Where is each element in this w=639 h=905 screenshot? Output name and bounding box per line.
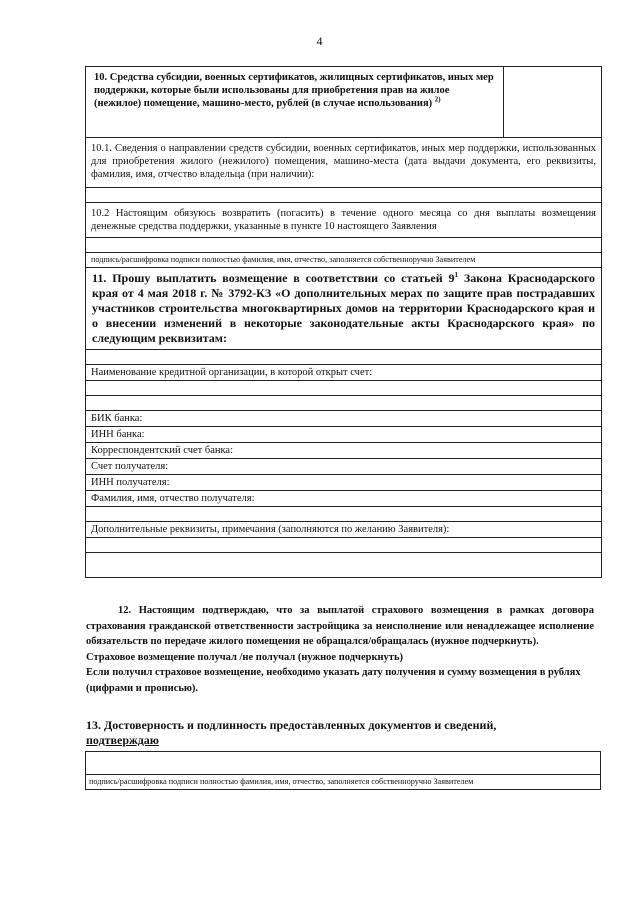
bank-name-input-row-1 — [86, 381, 602, 396]
bank-name-label: Наименование кредитной организации, в которой открыт счет: — [86, 365, 602, 381]
section-10-2-signature-row — [86, 238, 602, 253]
recipient-name-input[interactable] — [86, 507, 602, 522]
section-11-spacer-row — [86, 350, 602, 365]
section-12 — [86, 603, 594, 696]
section-13-signature-table — [85, 751, 601, 790]
section-13-signature-field[interactable] — [86, 752, 601, 775]
additional-input-row-2 — [86, 553, 602, 578]
additional-input-2[interactable] — [86, 553, 602, 578]
bank-name-input-1[interactable] — [86, 381, 602, 396]
section-13-signature-note-row — [86, 775, 601, 790]
corr-account-field[interactable]: Корреспондентский счет банка: — [86, 443, 602, 459]
recipient-account-row — [86, 459, 602, 475]
section-10-1-input[interactable] — [86, 188, 602, 203]
additional-row — [86, 522, 602, 538]
section-13 — [86, 718, 594, 748]
bank-name-row — [86, 365, 602, 381]
recipient-name-label: Фамилия, имя, отчество получателя: — [86, 491, 602, 507]
recipient-account-field[interactable]: Счет получателя: — [86, 459, 602, 475]
application-form-table — [85, 66, 602, 578]
section-10-signature-note: подпись/расшифровка подписи полностью фамилия, имя, отчество, заполняется собственноручно Заявителем — [86, 253, 602, 268]
inn-bank-field[interactable]: ИНН банка: — [86, 427, 602, 443]
recipient-inn-field[interactable]: ИНН получателя: — [86, 475, 602, 491]
section-13-title-line-1: 13. Достоверность и подлинность предоставленных документов и сведений, — [86, 718, 497, 732]
inn-bank-row — [86, 427, 602, 443]
section-12-lead: 12. Настоящим подтверждаю, что за выплатой страхового возмещения в рамках договора страхования гражданской ответственности застройщика за неисполнение или ненадлежащее исполнение обязательств по передаче жилого помещения не обращался/обращалась (нужное подчеркнуть). — [86, 605, 594, 647]
section-10-1-row — [86, 138, 602, 188]
recipient-inn-row — [86, 475, 602, 491]
section-10-2-row — [86, 203, 602, 238]
bik-row — [86, 411, 602, 427]
section-13-signature-row — [86, 752, 601, 775]
section-12-insurance-received: Страховое возмещение получал /не получал (нужное подчеркнуть) — [86, 651, 403, 663]
recipient-name-input-row — [86, 507, 602, 522]
section-12-insurance-details: Если получил страховое возмещение, необходимо указать дату получения и сумму возмещения в рублях (цифрами и прописью). — [86, 667, 581, 694]
section-13-signature-note: подпись/расшифровка подписи полностью фамилия, имя, отчество, заполняется собственноручно Заявителем — [86, 775, 601, 790]
section-10-1-text: 10.1. Сведения о направлении средств субсидии, военных сертификатов, иных мер поддержки, использованных для приобретения жилого (нежилого) помещения, машино-места (дата выдачи документа, его реквизиты, фамилия, имя, отчество владельца (при наличии): — [86, 138, 602, 188]
section-10-signature-note-row — [86, 253, 602, 268]
section-10-1-input-row — [86, 188, 602, 203]
additional-label: Дополнительные реквизиты, примечания (заполняются по желанию Заявителя): — [86, 522, 602, 538]
bik-field[interactable]: БИК банка: — [86, 411, 602, 427]
additional-input-1[interactable] — [86, 538, 602, 553]
recipient-name-row — [86, 491, 602, 507]
section-10-header-row — [86, 67, 602, 138]
section-10-title: 10. Средства субсидии, военных сертификатов, жилищных сертификатов, иных мер поддержки, которые были использованы для приобретения прав на жилое (нежилое) помещение, машино-место, рублей (в случае использования) $^{2)}$ — [86, 67, 504, 138]
corr-account-row — [86, 443, 602, 459]
section-10-2-signature-field[interactable] — [86, 238, 602, 253]
additional-input-row-1 — [86, 538, 602, 553]
section-10-2-text: 10.2 Настоящим обязуюсь возвратить (погасить) в течение одного месяца со дня выплаты возмещения денежные средства поддержки, указанные в пункте 10 настоящего Заявления — [86, 203, 602, 238]
bank-name-input-2[interactable] — [86, 396, 602, 411]
section-13-title-line-2: подтверждаю — [86, 733, 159, 747]
page-number: 4 — [316, 34, 323, 48]
bank-name-input-row-2 — [86, 396, 602, 411]
section-10-amount-field[interactable] — [504, 67, 602, 138]
section-11-header-row — [86, 268, 602, 350]
section-11-title: 11. Прошу выплатить возмещение в соответствии со статьей $9^1$ Закона Краснодарского края от 4 мая 2018 г. № 3792-КЗ «О дополнительных мерах по защите прав пострадавших участников строительства многоквартирных домов на территории Краснодарского края и о внесении изменений в некоторые законодательные акты Краснодарского края» по следующим реквизитам: — [86, 268, 602, 350]
